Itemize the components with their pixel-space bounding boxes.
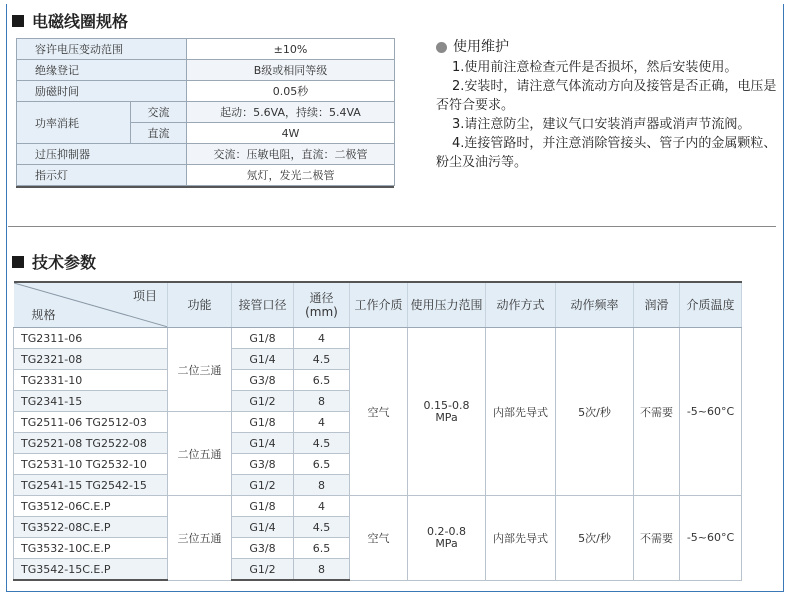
port-cell: G3/8: [232, 454, 294, 475]
spec-sublabel: 交流: [131, 102, 187, 123]
spec-label: 过压抑制器: [17, 144, 187, 165]
coil-section-title: 电磁线圈规格: [12, 9, 128, 32]
section-divider: [8, 226, 776, 227]
port-cell: G1/2: [232, 391, 294, 412]
bore-cell: 4.5: [294, 349, 350, 370]
header-spec-label: 规格: [31, 308, 56, 322]
port-cell: G3/8: [232, 370, 294, 391]
medium-cell: 空气: [350, 496, 408, 581]
spec-value: 起动：5.6VA，持续：5.4VA: [187, 102, 395, 123]
bore-cell: 4: [294, 328, 350, 349]
bore-cell: 8: [294, 475, 350, 496]
pressure-cell: 0.15-0.8 MPa: [408, 328, 486, 496]
port-cell: G1/4: [232, 517, 294, 538]
header-frequency: 动作频率: [556, 282, 634, 328]
spec-sublabel: 直流: [131, 123, 187, 144]
spec-label: 指示灯: [17, 165, 187, 186]
port-cell: G1/2: [232, 475, 294, 496]
function-cell: 三位五通: [168, 496, 232, 581]
spec-value: 0.05秒: [187, 81, 395, 102]
bore-cell: 4.5: [294, 433, 350, 454]
table-row: [14, 328, 742, 349]
maintenance-item: 2.安装时，请注意气体流动方向及接管是否正确，电压是否符合要求。: [436, 79, 777, 113]
spec-label: 容许电压变动范围: [17, 39, 187, 60]
table-row: [14, 496, 742, 517]
port-cell: G1/4: [232, 433, 294, 454]
function-cell: 二位三通: [168, 328, 232, 412]
model-cell: TG3532-10C.E.P: [14, 538, 168, 559]
spec-value: 交流：压敏电阻，直流：二极管: [187, 144, 395, 165]
header-temperature: 介质温度: [680, 282, 742, 328]
header-medium: 工作介质: [350, 282, 408, 328]
action-cell: 内部先导式: [486, 328, 556, 496]
bore-cell: 4: [294, 412, 350, 433]
medium-cell: 空气: [350, 328, 408, 496]
bore-cell: 6.5: [294, 454, 350, 475]
port-cell: G1/8: [232, 328, 294, 349]
table-header-row: [14, 282, 742, 328]
diagonal-header-cell: [14, 282, 168, 328]
header-item-label: 项目: [132, 289, 157, 303]
model-cell: TG2531-10 TG2532-10: [14, 454, 168, 475]
coil-spec-table: [16, 38, 395, 186]
port-cell: G1/8: [232, 496, 294, 517]
maintenance-title: 使用维护: [436, 38, 782, 57]
model-cell: TG2341-15: [14, 391, 168, 412]
bore-cell: 8: [294, 559, 350, 581]
spec-value: ±10%: [187, 39, 395, 60]
model-cell: TG2511-06 TG2512-03: [14, 412, 168, 433]
port-cell: G1/8: [232, 412, 294, 433]
temperature-cell: -5~60°C: [680, 328, 742, 496]
header-bore: 通径 (mm): [294, 282, 350, 328]
table-row: [17, 60, 395, 81]
action-cell: 内部先导式: [486, 496, 556, 581]
model-cell: TG3512-06C.E.P: [14, 496, 168, 517]
maintenance-item: 3.请注意防尘，建议气口安装消声器或消声节流阀。: [452, 117, 751, 132]
bore-cell: 4: [294, 496, 350, 517]
header-pressure: 使用压力范围: [408, 282, 486, 328]
table-row: [17, 102, 395, 123]
table-row: [17, 39, 395, 60]
model-cell: TG2541-15 TG2542-15: [14, 475, 168, 496]
spec-label: 励磁时间: [17, 81, 187, 102]
maintenance-item: 4.连接管路时，并注意消除管接头、管子内的金属颗粒、粉尘及油污等。: [436, 136, 777, 170]
header-action: 动作方式: [486, 282, 556, 328]
port-cell: G1/4: [232, 349, 294, 370]
port-cell: G3/8: [232, 538, 294, 559]
model-cell: TG2321-08: [14, 349, 168, 370]
tech-params-table: [13, 281, 742, 581]
spec-label: 功率消耗: [17, 102, 131, 144]
bore-cell: 8: [294, 391, 350, 412]
table-row: [17, 144, 395, 165]
temperature-cell: -5~60°C: [680, 496, 742, 581]
model-cell: TG2311-06: [14, 328, 168, 349]
spec-value: B级或相同等级: [187, 60, 395, 81]
lubrication-cell: 不需要: [634, 328, 680, 496]
table-bottom-rule: [16, 186, 394, 188]
bore-cell: 4.5: [294, 517, 350, 538]
circle-bullet-icon: [436, 42, 447, 53]
table-row: [17, 81, 395, 102]
bore-cell: 6.5: [294, 538, 350, 559]
square-bullet-icon: [12, 15, 24, 27]
tech-section-title: 技术参数: [12, 250, 96, 273]
port-cell: G1/2: [232, 559, 294, 581]
header-function: 功能: [168, 282, 232, 328]
spec-value: 4W: [187, 123, 395, 144]
spec-label: 绝缘登记: [17, 60, 187, 81]
model-cell: TG3522-08C.E.P: [14, 517, 168, 538]
lubrication-cell: 不需要: [634, 496, 680, 581]
pressure-cell: 0.2-0.8 MPa: [408, 496, 486, 581]
frequency-cell: 5次/秒: [556, 328, 634, 496]
model-cell: TG2521-08 TG2522-08: [14, 433, 168, 454]
function-cell: 二位五通: [168, 412, 232, 496]
square-bullet-icon: [12, 256, 24, 268]
model-cell: TG3542-15C.E.P: [14, 559, 168, 581]
maintenance-block: [436, 38, 782, 172]
header-port: 接管口径: [232, 282, 294, 328]
bore-cell: 6.5: [294, 370, 350, 391]
maintenance-item: 1.使用前注意检查元件是否损坏，然后安装使用。: [452, 60, 738, 75]
frequency-cell: 5次/秒: [556, 496, 634, 581]
spec-value: 氖灯，发光二极管: [187, 165, 395, 186]
header-lubrication: 润滑: [634, 282, 680, 328]
model-cell: TG2331-10: [14, 370, 168, 391]
table-row: [17, 165, 395, 186]
